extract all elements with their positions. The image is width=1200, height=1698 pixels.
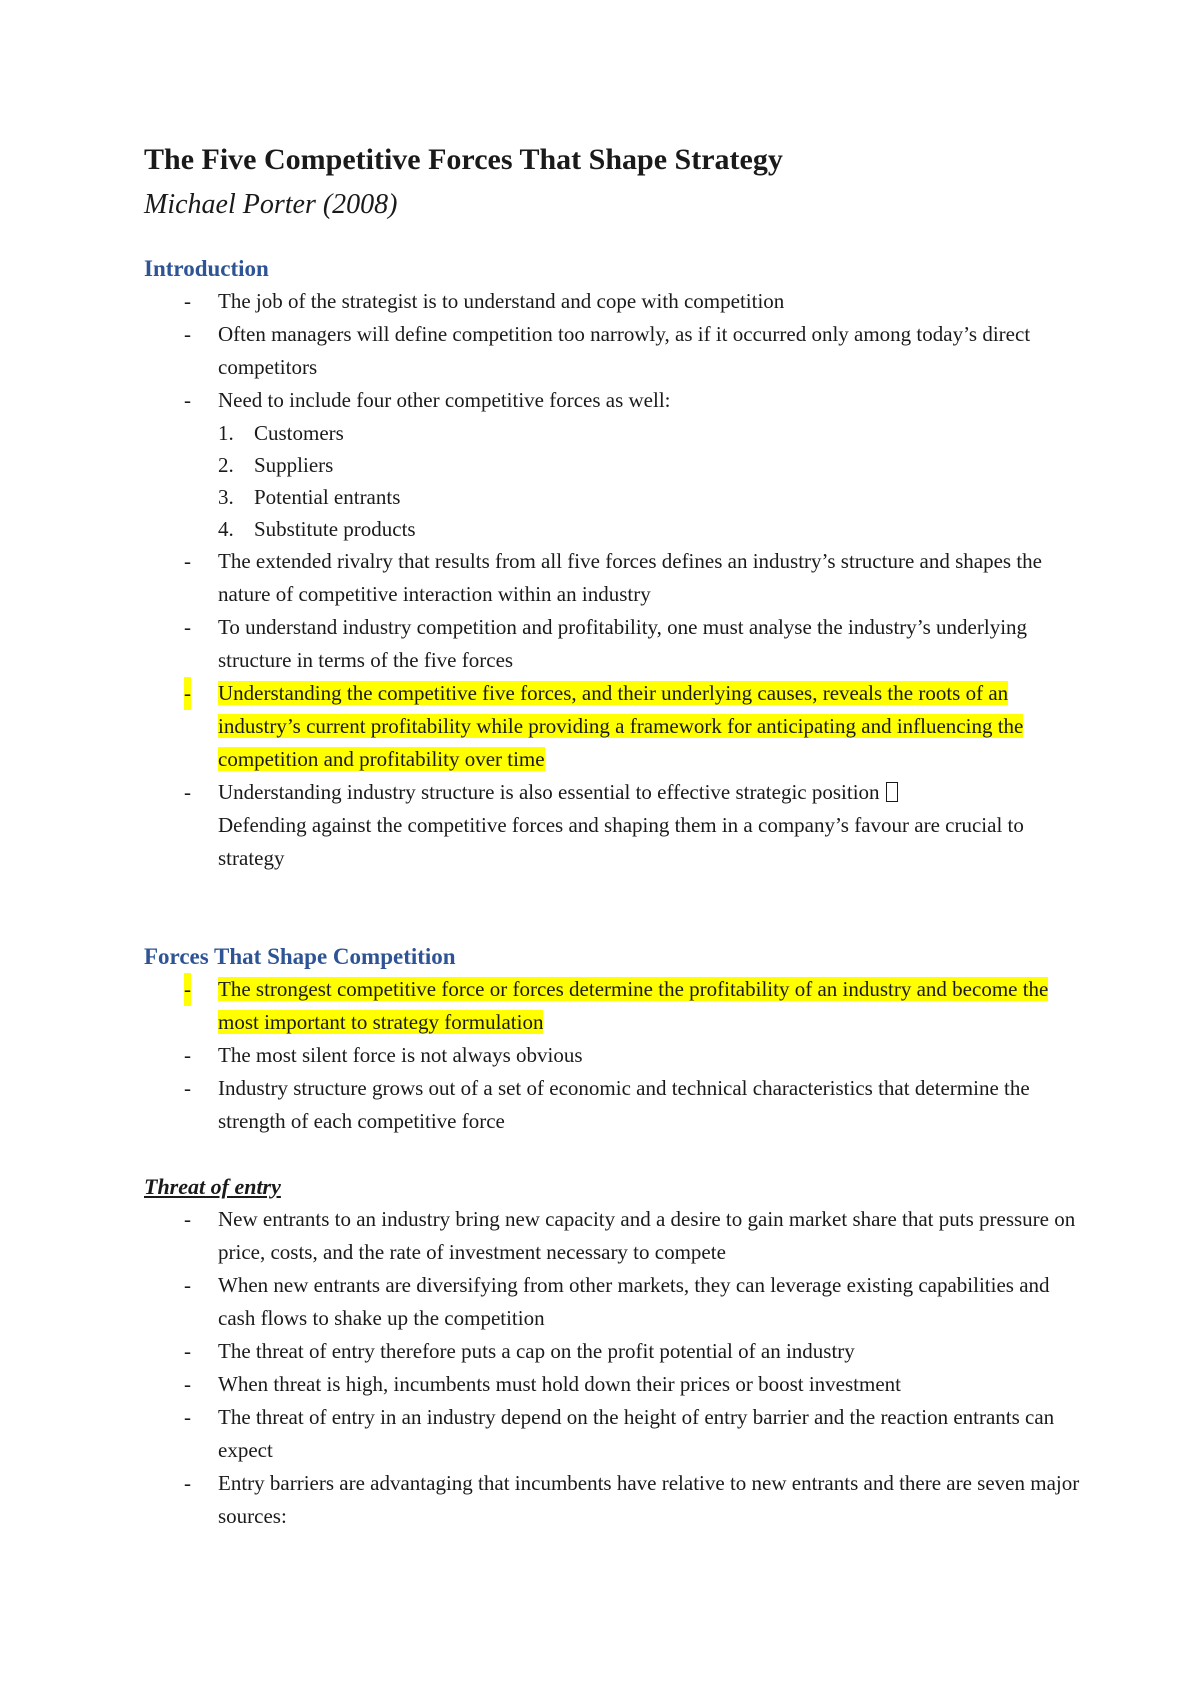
forces-section — [144, 940, 1084, 1138]
list-item: - Entry barriers are advantaging that incumbents have relative to new entrants and there are seven major sources: — [144, 1467, 1084, 1533]
missing-glyph-box-icon — [886, 782, 898, 802]
list-item: - The threat of entry therefore puts a cap on the profit potential of an industry — [144, 1335, 1084, 1368]
document-title: The Five Competitive Forces That Shape Strategy — [144, 143, 783, 176]
bullet-dash: - — [184, 322, 191, 346]
bullet-dash: - — [184, 1339, 191, 1363]
list-item: - The most silent force is not always obvious — [144, 1039, 1084, 1072]
bullet-dash: - — [184, 1076, 191, 1100]
list-item: - When new entrants are diversifying from other markets, they can leverage existing capabilities and cash flows to shake up the competition — [144, 1269, 1084, 1335]
bullet-dash: - — [184, 1471, 191, 1495]
introduction-bullets-b — [144, 545, 1084, 875]
bullet-dash: - — [184, 1207, 191, 1231]
list-item: - The job of the strategist is to understand and cope with competition — [144, 285, 1084, 318]
list-item: - New entrants to an industry bring new capacity and a desire to gain market share that puts pressure on price, costs, and the rate of investment necessary to compete — [144, 1203, 1084, 1269]
numbered-item: 1. Customers — [218, 421, 344, 445]
introduction-section — [144, 252, 1084, 875]
list-item: - The threat of entry in an industry depend on the height of entry barrier and the reaction entrants can expect — [144, 1401, 1084, 1467]
numbered-item: 3. Potential entrants — [218, 485, 401, 509]
list-item: - The extended rivalry that results from all five forces defines an industry’s structure and shapes the nature of competitive interaction within an industry — [144, 545, 1084, 611]
list-item: - To understand industry competition and profitability, one must analyse the industry’s underlying structure in terms of the five forces — [144, 611, 1084, 677]
list-item: - Often managers will define competition too narrowly, as if it occurred only among today’s direct competitors — [144, 318, 1084, 384]
forces-bullets — [144, 973, 1084, 1138]
forces-heading: Forces That Shape Competition — [144, 944, 456, 969]
list-item: - Industry structure grows out of a set of economic and technical characteristics that determine the strength of each competitive force — [144, 1072, 1084, 1138]
list-item: - Understanding industry structure is also essential to effective strategic position Defending against the competitive forces and shaping them in a company’s favour are crucial to strategy — [144, 776, 1084, 875]
bullet-dash: - — [184, 1273, 191, 1297]
numbered-item: 2. Suppliers — [218, 453, 334, 477]
introduction-bullets-a — [144, 285, 1084, 417]
highlighted-list-item: - Understanding the competitive five forces, and their underlying causes, reveals the roots of an industry’s current profitability while providing a framework for anticipating and influencing the competition and profitability over time — [144, 677, 1084, 776]
document-author: Michael Porter (2008) — [144, 189, 398, 220]
list-item: - Need to include four other competitive forces as well: — [144, 384, 1084, 417]
bullet-dash: - — [184, 549, 191, 573]
bullet-dash: - — [184, 677, 191, 710]
highlighted-list-item: - The strongest competitive force or forces determine the profitability of an industry and become the most important to strategy formulation — [144, 973, 1084, 1039]
bullet-dash: - — [184, 780, 191, 804]
bullet-dash: - — [184, 1405, 191, 1429]
bullet-dash: - — [184, 973, 191, 1006]
list-item: - When threat is high, incumbents must hold down their prices or boost investment — [144, 1368, 1084, 1401]
threat-of-entry-heading: Threat of entry — [144, 1174, 281, 1199]
bullet-dash: - — [184, 1372, 191, 1396]
numbered-item: 4. Substitute products — [218, 517, 416, 541]
bullet-dash: - — [184, 289, 191, 313]
bullet-dash: - — [184, 388, 191, 412]
threat-of-entry-section — [144, 1170, 1084, 1533]
forces-numbered-list — [144, 417, 1084, 545]
bullet-dash: - — [184, 615, 191, 639]
introduction-heading: Introduction — [144, 256, 269, 281]
threat-of-entry-bullets — [144, 1203, 1084, 1533]
bullet-dash: - — [184, 1043, 191, 1067]
